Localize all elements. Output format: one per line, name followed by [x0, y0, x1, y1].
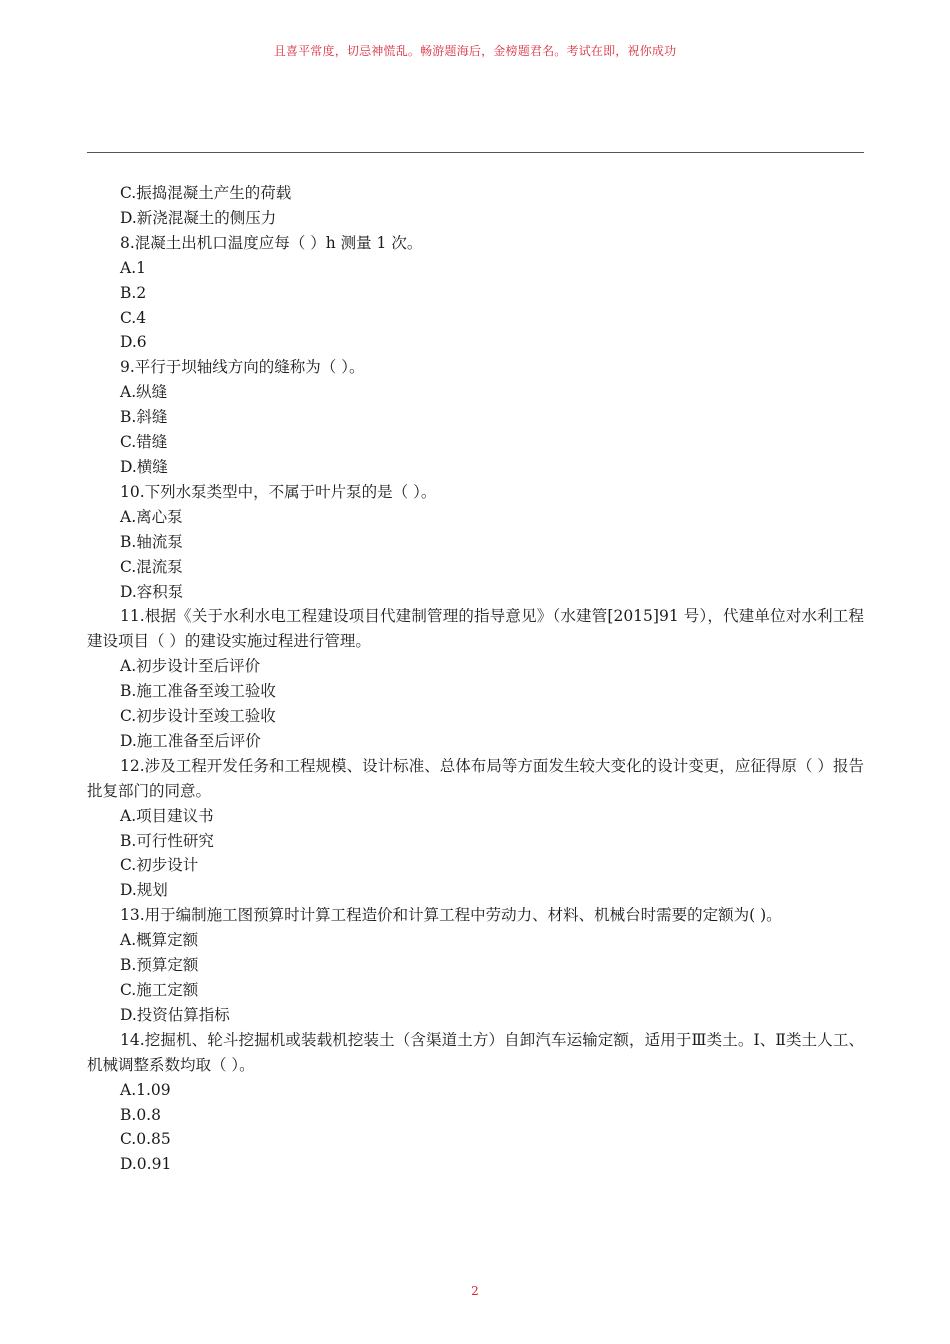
- answer-option: C.施工定额: [120, 981, 199, 999]
- answer-option: B.可行性研究: [120, 831, 214, 850]
- answer-option: A.1.09: [120, 1080, 171, 1099]
- question-stem: 12.涉及工程开发任务和工程规模、设计标准、总体布局等方面发生较大变化的设计变更，应征得原（ ）报告批复部门的同意。: [87, 756, 864, 800]
- answer-option: C.错缝: [120, 433, 168, 452]
- answer-option: B.施工准备至竣工验收: [120, 682, 276, 701]
- answer-option: D.新浇混凝土的侧压力: [120, 208, 277, 227]
- answer-option: A.1: [120, 258, 146, 277]
- answer-option: D.6: [120, 333, 147, 352]
- answer-option: D.容积泵: [120, 582, 184, 601]
- answer-option: C.振捣混凝土产生的荷载: [120, 184, 292, 202]
- header-divider: [87, 152, 864, 153]
- answer-option: A.初步设计至后评价: [120, 657, 261, 676]
- answer-option: C.0.85: [120, 1130, 171, 1149]
- answer-option: D.规划: [120, 881, 168, 900]
- answer-option: B.2: [120, 283, 147, 302]
- answer-option: B.0.8: [120, 1105, 161, 1124]
- answer-option: C.混流泵: [120, 557, 183, 576]
- question-stem: 11.根据《关于水利水电工程建设项目代建制管理的指导意见》（水建管[2015]91 号），代建单位对水利工程建设项目（ ）的建设实施过程进行管理。: [87, 607, 864, 651]
- answer-option: B.斜缝: [120, 408, 168, 427]
- question-stem: 8.混凝土出机口温度应每（ ）h 测量 1 次。: [120, 233, 423, 252]
- question-list: [87, 181, 864, 1177]
- answer-option: D.投资估算指标: [120, 1005, 230, 1024]
- answer-option: A.项目建议书: [120, 806, 214, 825]
- header-slogan: 且喜平常度，切忌神慌乱。畅游题海后，金榜题君名。考试在即，祝你成功: [273, 44, 677, 58]
- question-stem: 10.下列水泵类型中，不属于叶片泵的是（ ）。: [120, 482, 437, 501]
- answer-option: C.初步设计: [120, 856, 199, 875]
- answer-option: D.施工准备至后评价: [120, 731, 261, 750]
- question-stem: 13.用于编制施工图预算时计算工程造价和计算工程中劳动力、材料、机械台时需要的定额为( )。: [120, 906, 782, 925]
- answer-option: A.离心泵: [120, 507, 183, 526]
- answer-option: A.概算定额: [120, 931, 199, 950]
- answer-option: C.4: [120, 308, 147, 327]
- page-number: 2: [471, 1284, 479, 1298]
- answer-option: D.0.91: [120, 1155, 172, 1174]
- answer-option: B.轴流泵: [120, 532, 183, 551]
- answer-option: C.初步设计至竣工验收: [120, 707, 276, 726]
- question-stem: 9.平行于坝轴线方向的缝称为（ ）。: [120, 358, 365, 377]
- answer-option: D.横缝: [120, 457, 168, 476]
- answer-option: B.预算定额: [120, 956, 199, 975]
- question-stem: 14.挖掘机、轮斗挖掘机或装载机挖装土（含渠道土方）自卸汽车运输定额，适用于Ⅲ类土。Ⅰ、Ⅱ类土人工、机械调整系数均取（ ）。: [87, 1030, 864, 1074]
- answer-option: A.纵缝: [120, 383, 168, 402]
